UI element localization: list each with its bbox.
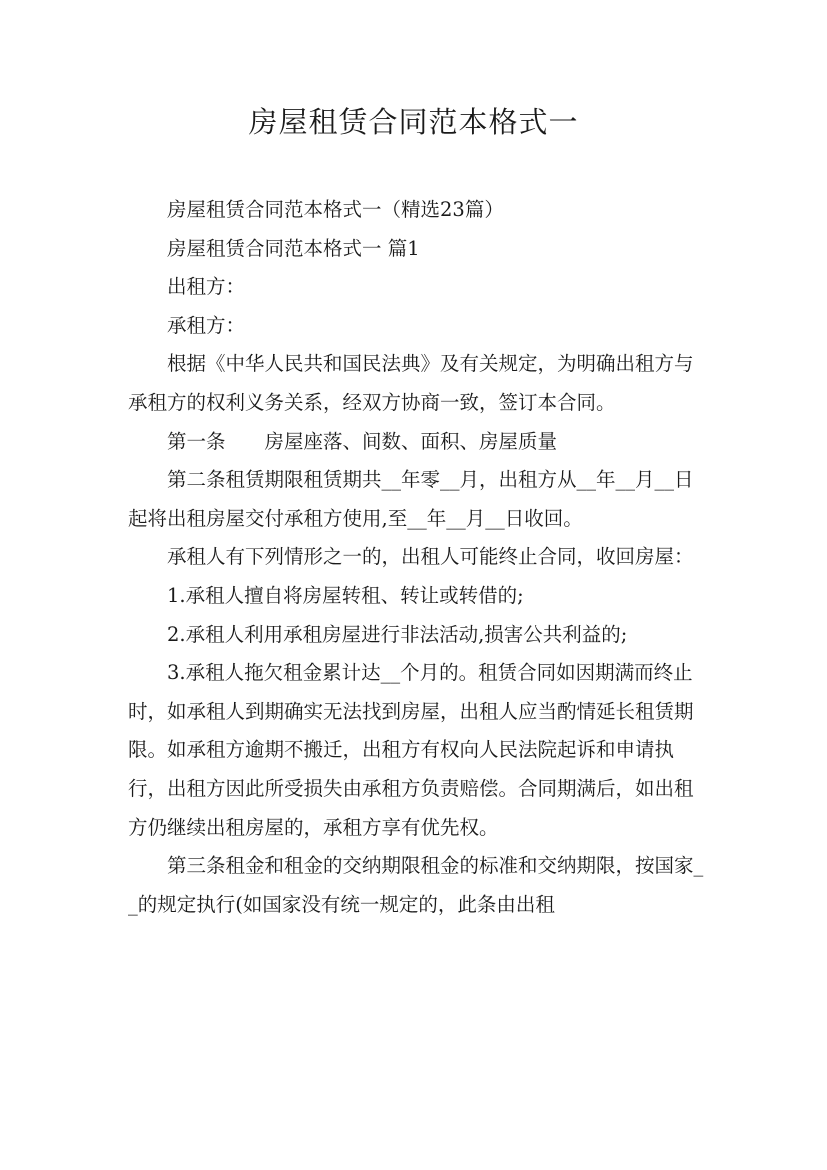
paragraph: 第三条租金和租金的交纳期限租金的标准和交纳期限，按国家__的规定执行(如国家没有统一规定的，此条由出租 <box>128 854 704 916</box>
paragraph: 3.承租人拖欠租金累计达__个月的。租赁合同如因期满而终止时，如承租人到期确实无法找到房屋，出租人应当酌情延长租赁期限。如承租方逾期不搬迁，出租方有权向人民法院起诉和申请执行，出租方因此所受损失由承租方负责赔偿。合同期满后，如出租方仍继续出租房屋的，承租方享有优先权。 <box>128 661 694 839</box>
paragraph: 根据《中华人民共和国民法典》及有关规定，为明确出租方与承租方的权利义务关系，经双方协商一致，签订本合同。 <box>128 352 694 414</box>
paragraph: 房屋租赁合同范本格式一（精选23篇） <box>167 198 504 221</box>
document-body <box>128 191 708 924</box>
paragraph: 房屋租赁合同范本格式一 篇1 <box>167 236 420 260</box>
paragraph: 2.承租人利用承租房屋进行非法活动,损害公共利益的; <box>167 622 628 646</box>
document-title: 房屋租赁合同范本格式一 <box>248 105 579 139</box>
paragraph: 承租人有下列情形之一的，出租人可能终止合同，收回房屋： <box>167 545 694 569</box>
paragraph: 第二条租赁期限租赁期共__年零__月，出租方从__年__月__日起将出租房屋交付承租方使用,至__年__月__日收回。 <box>128 468 694 530</box>
paragraph: 1.承租人擅自将房屋转租、转让或转借的; <box>167 583 524 607</box>
paragraph: 第一条 房屋座落、间数、面积、房屋质量 <box>167 429 558 453</box>
paragraph: 承租方： <box>167 313 246 337</box>
paragraph: 出租方： <box>167 275 246 299</box>
